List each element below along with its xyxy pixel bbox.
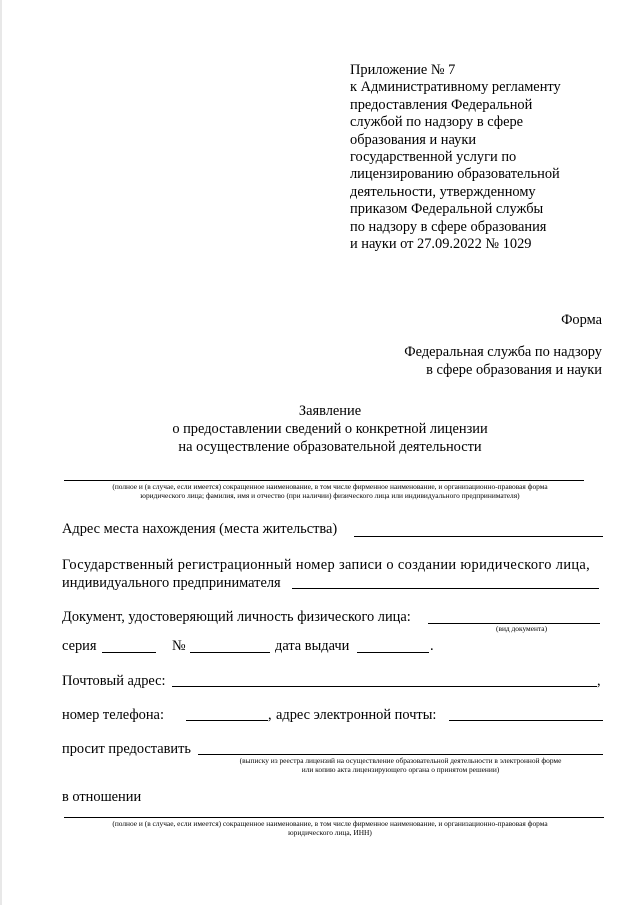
number-label: № xyxy=(172,638,186,654)
applicant-name-field[interactable] xyxy=(64,480,584,481)
relation-field[interactable] xyxy=(64,817,604,818)
phone-label: номер телефона: xyxy=(62,707,164,723)
request-note-2: или копию акта лицензирующего органа о принятом решении) xyxy=(301,765,500,774)
document-subtitle-1: о предоставлении сведений о конкретной лицензии xyxy=(172,421,488,437)
address-field[interactable] xyxy=(354,536,603,537)
appendix-line: к Административному регламенту xyxy=(350,79,561,96)
relation-note-2: юридического лица, ИНН) xyxy=(288,828,372,837)
state-reg-label-1: Государственный регистрационный номер записи о создании юридического лица, xyxy=(62,557,591,573)
relation-note-1: (полное и (в случае, если имеется) сокращенное наименование, в том числе фирменное наименование, и организационно-правовая форма xyxy=(112,819,548,828)
postal-label: Почтовый адрес: xyxy=(62,673,166,689)
request-label: просит предоставить xyxy=(62,741,191,757)
contacts-separator: , xyxy=(268,707,272,723)
postal-end: , xyxy=(597,673,601,689)
email-field[interactable] xyxy=(449,720,603,721)
applicant-note-2: юридического лица; фамилия, имя и отчество (при наличии) физического лица или индивидуального предпринимателя) xyxy=(140,491,520,500)
state-reg-label-2: индивидуального предпринимателя xyxy=(62,575,281,591)
addressee-line-2: в сфере образования и науки xyxy=(426,362,602,378)
page-edge xyxy=(0,0,2,905)
addressee-line-1: Федеральная служба по надзору xyxy=(404,344,602,360)
request-field[interactable] xyxy=(198,754,603,755)
issue-date-end: . xyxy=(430,638,434,654)
relation-label: в отношении xyxy=(62,789,142,805)
appendix-line: и науки от 27.09.2022 № 1029 xyxy=(350,236,532,253)
appendix-line: приказом Федеральной службы xyxy=(350,201,544,218)
appendix-line: государственной услуги по xyxy=(350,149,517,166)
form-label: Форма xyxy=(561,312,602,328)
number-field[interactable] xyxy=(190,652,270,653)
appendix-line: Приложение № 7 xyxy=(350,62,456,78)
document-subtitle-2: на осуществление образовательной деятельности xyxy=(178,439,482,455)
appendix-line: службой по надзору в сфере xyxy=(350,114,524,131)
series-field[interactable] xyxy=(102,652,156,653)
issue-date-label: дата выдачи xyxy=(275,638,350,654)
phone-field[interactable] xyxy=(186,720,268,721)
appendix-line: образования и науки xyxy=(350,131,477,148)
address-label: Адрес места нахождения (места жительства) xyxy=(62,521,338,537)
document-title: Заявление xyxy=(298,403,362,419)
appendix-line: лицензированию образовательной xyxy=(350,166,560,183)
appendix-line: по надзору в сфере образования xyxy=(350,218,547,235)
applicant-note-1: (полное и (в случае, если имеется) сокращенное наименование, в том числе фирменное наименование, и организационно-правовая форма xyxy=(112,482,548,491)
appendix-line: предоставления Федеральной xyxy=(350,96,533,113)
appendix-line: деятельности, утвержденному xyxy=(350,183,536,200)
postal-address-field[interactable] xyxy=(172,686,597,687)
email-label: адрес электронной почты: xyxy=(276,707,437,723)
series-label: серия xyxy=(62,638,97,654)
request-note-1: (выписку из реестра лицензий на осуществление образовательной деятельности в электронной форме xyxy=(239,756,562,765)
identity-doc-note: (вид документа) xyxy=(496,624,548,633)
appendix-block xyxy=(350,62,561,253)
state-reg-field[interactable] xyxy=(292,588,599,589)
issue-date-field[interactable] xyxy=(357,652,429,653)
identity-doc-label: Документ, удостоверяющий личность физического лица: xyxy=(62,609,411,625)
